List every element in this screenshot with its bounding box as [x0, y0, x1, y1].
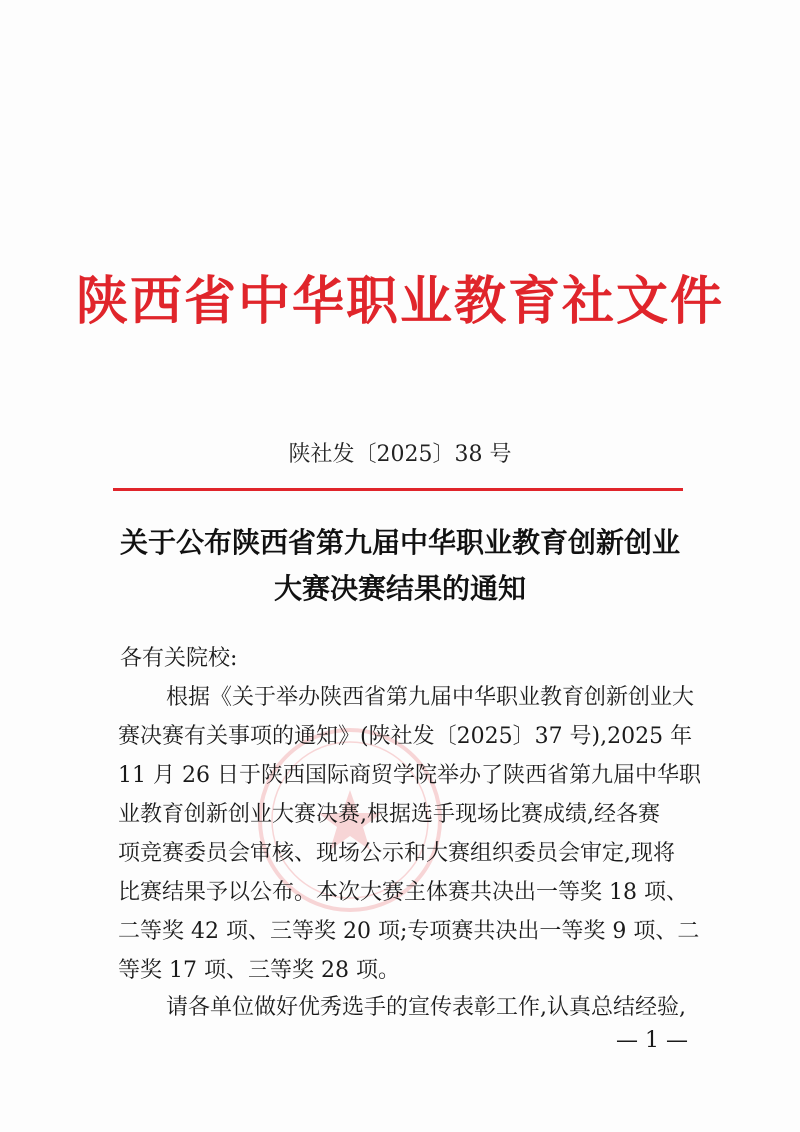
document-number: 陕社发〔2025〕38 号 — [288, 442, 512, 467]
salutation: 各有关院校: — [120, 646, 238, 671]
document-title — [90, 520, 710, 612]
header-red-rule — [113, 488, 683, 491]
page-number-footer — [0, 1026, 800, 1056]
title-line-1: 关于公布陕西省第九届中华职业教育创新创业 — [119, 526, 680, 559]
body-line: 比赛结果予以公布。本次大赛主体赛共决出一等奖 18 项、 — [118, 880, 688, 905]
body-line: 项竞赛委员会审核、现场公示和大赛组织委员会审定,现将 — [118, 841, 675, 866]
title-line-2: 大赛决赛结果的通知 — [273, 572, 526, 605]
page-number: — 1 — — [616, 1028, 688, 1053]
body-line: 等奖 17 项、三等奖 28 项。 — [118, 958, 400, 983]
body-line: 二等奖 42 项、三等奖 20 项;专项赛共决出一等奖 9 项、二 — [118, 919, 700, 944]
body-paragraph-2 — [118, 988, 693, 1027]
body-line: 根据《关于举办陕西省第九届中华职业教育创新创业大 — [166, 685, 695, 710]
body-line: 业教育创新创业大赛决赛,根据选手现场比赛成绩,经各赛 — [118, 802, 660, 827]
body-paragraph-1 — [118, 678, 701, 990]
body-line: 11 月 26 日于陕西国际商贸学院举办了陕西省第九届中华职 — [118, 763, 701, 788]
issuing-organization-header: 陕西省中华职业教育社文件 — [75, 271, 724, 332]
body-line: 赛决赛有关事项的通知》(陕社发〔2025〕37 号),2025 年 — [118, 724, 693, 749]
body-line: 请各单位做好优秀选手的宣传表彰工作,认真总结经验, — [166, 995, 686, 1020]
